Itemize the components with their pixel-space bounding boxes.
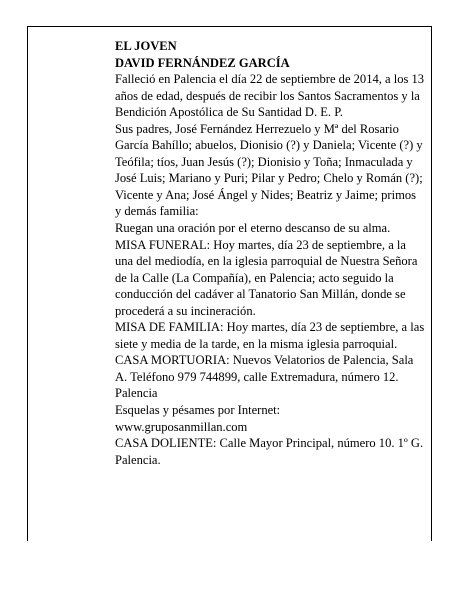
funeral-home-info: CASA MORTUORIA: Nuevos Velatorios de Palencia, Sala A. Teléfono 979 744899, calle Extremadura, número 12. Palencia (115, 353, 414, 401)
funeral-mass-info: MISA FUNERAL: Hoy martes, día 23 de septiembre, a la una del mediodía, en la iglesia parroquial de Nuestra Señora de la Calle (La Compañía), en Palencia; acto seguido la conducción del cadáver al Tanatorio San Millán, donde se procederá a su incineración. (115, 237, 418, 318)
deceased-name: DAVID FERNÁNDEZ GARCÍA (115, 55, 290, 70)
death-announcement: Falleció en Palencia el día 22 de septiembre de 2014, a los 13 años de edad, después de recibir los Santos Sacramentos y la Bendición Apostólica de Su Santidad D. E. P. (115, 72, 425, 120)
website-link[interactable]: www.gruposanmillan.com (115, 419, 248, 434)
family-members: Sus padres, José Fernández Herrezuelo y Mª del Rosario García Bahíllo; abuelos, Dionisio (?) y Daniela; Vicente (?) y Teófila; tíos, Juan Jesús (?); Dionisio y Toña; Inmaculada y José Luis; Mariano y Puri; Pilar y Pedro; Chelo y Román (?); Vicente y Ana; José Ángel y Nides; Beatriz y Jaime; primos y demás familia: (115, 121, 423, 219)
family-home-address: CASA DOLIENTE: Calle Mayor Principal, número 10. 1º G. Palencia. (115, 436, 424, 467)
obituary-notice (115, 38, 425, 468)
family-mass-info: MISA DE FAMILIA: Hoy martes, día 23 de septiembre, a las siete y media de la tarde, en la misma iglesia parroquial. (115, 320, 425, 351)
notice-heading: EL JOVEN (115, 39, 177, 53)
online-condolences-label: Esquelas y pésames por Internet: (115, 403, 281, 418)
prayer-request: Ruegan una oración por el eterno descanso de su alma. (115, 221, 391, 236)
